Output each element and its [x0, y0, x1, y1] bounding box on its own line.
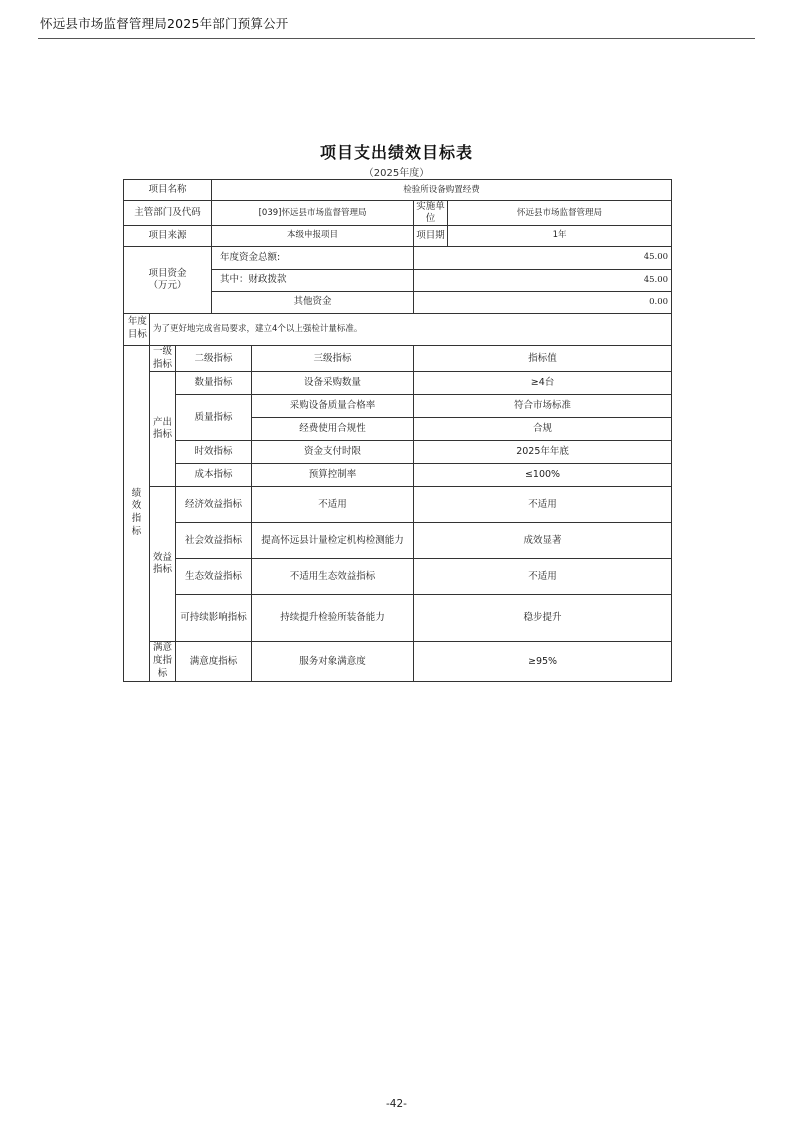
table-row: [124, 441, 672, 464]
page-header-title: 怀远县市场监督管理局2025年部门预算公开: [40, 16, 289, 31]
output-indicator-label: 产出指标: [152, 416, 172, 441]
table-row: [124, 201, 672, 226]
indicator-value-cell: 成效显著: [414, 523, 672, 559]
satisfaction-indicator-label: 满意度指标: [152, 642, 172, 679]
dept-value: [039]怀远县市场监督管理局: [212, 201, 414, 226]
table-row: [124, 345, 672, 372]
level2-cell: 经济效益指标: [176, 487, 252, 523]
col-value-header: 指标值: [414, 345, 672, 372]
table-row: [124, 372, 672, 395]
level3-cell: 资金支付时限: [252, 441, 414, 464]
table-subtitle: （2025年度）: [363, 168, 430, 179]
fund-total-label: 年度资金总额:: [212, 246, 414, 269]
level3-cell: 服务对象满意度: [252, 642, 414, 681]
perf-indicator-label: 绩效指标: [131, 487, 142, 538]
level2-cell: 数量指标: [176, 372, 252, 395]
impl-unit-label: 实施单位: [414, 201, 448, 226]
table-title: 项目支出绩效目标表: [319, 143, 473, 162]
col-level1-header: 一级指标: [152, 345, 172, 370]
table-row: [124, 595, 672, 642]
indicator-value-cell: 符合市场标准: [414, 395, 672, 418]
col-level3-header: 三级指标: [252, 345, 414, 372]
source-value: 本级申报项目: [212, 225, 414, 246]
level3-cell: 设备采购数量: [252, 372, 414, 395]
level3-cell: 预算控制率: [252, 464, 414, 487]
indicator-value-cell: 不适用: [414, 487, 672, 523]
header-divider: [38, 38, 755, 39]
impl-unit-value: 怀远县市场监督管理局: [448, 201, 672, 226]
table-row: [124, 487, 672, 523]
level3-cell: 经费使用合规性: [252, 418, 414, 441]
table-row: [124, 523, 672, 559]
level3-cell: 采购设备质量合格率: [252, 395, 414, 418]
dept-label: 主管部门及代码: [124, 201, 212, 226]
level2-cell: 时效指标: [176, 441, 252, 464]
benefit-indicator-label: 效益指标: [152, 551, 172, 576]
period-label: 项目期: [414, 225, 448, 246]
fund-fiscal-label: 其中：财政拨款: [212, 269, 414, 291]
level3-cell: 不适用生态效益指标: [252, 559, 414, 595]
project-name-label: 项目名称: [124, 180, 212, 201]
table-row: [124, 313, 672, 345]
level2-cell: 质量指标: [176, 395, 252, 441]
level2-cell: 生态效益指标: [176, 559, 252, 595]
indicator-value-cell: ≤100%: [414, 464, 672, 487]
fund-total-value: 45.00: [414, 246, 672, 269]
level2-cell: 社会效益指标: [176, 523, 252, 559]
col-level2-header: 二级指标: [176, 345, 252, 372]
table-row: [124, 464, 672, 487]
level3-cell: 不适用: [252, 487, 414, 523]
performance-target-table: [123, 179, 672, 682]
source-label: 项目来源: [124, 225, 212, 246]
project-name-value: 检验所设备购置经费: [212, 180, 672, 201]
indicator-value-cell: 2025年年底: [414, 441, 672, 464]
level2-cell: 可持续影响指标: [176, 595, 252, 642]
level2-cell: 满意度指标: [176, 642, 252, 681]
fund-fiscal-value: 45.00: [414, 269, 672, 291]
indicator-value-cell: 合规: [414, 418, 672, 441]
table-row: [124, 395, 672, 418]
level2-cell: 成本指标: [176, 464, 252, 487]
table-row: [124, 246, 672, 269]
level3-cell: 提高怀远县计量检定机构检测能力: [252, 523, 414, 559]
table-row: [124, 559, 672, 595]
fund-other-label: 其他资金: [212, 291, 414, 313]
indicator-value-cell: 稳步提升: [414, 595, 672, 642]
annual-goal-label: 年度目标: [127, 316, 147, 341]
table-row: [124, 225, 672, 246]
indicator-value-cell: 不适用: [414, 559, 672, 595]
period-value: 1年: [448, 225, 672, 246]
indicator-value-cell: ≥95%: [414, 642, 672, 681]
level3-cell: 持续提升检验所装备能力: [252, 595, 414, 642]
page-number: -42-: [386, 1098, 407, 1110]
annual-goal-text: 为了更好地完成省局要求，建立4个以上强检计量标准。: [150, 313, 672, 345]
fund-label: 项目资金 （万元）: [124, 246, 212, 313]
table-row: [124, 642, 672, 681]
indicator-value-cell: ≥4台: [414, 372, 672, 395]
fund-other-value: 0.00: [414, 291, 672, 313]
table-row: [124, 180, 672, 201]
